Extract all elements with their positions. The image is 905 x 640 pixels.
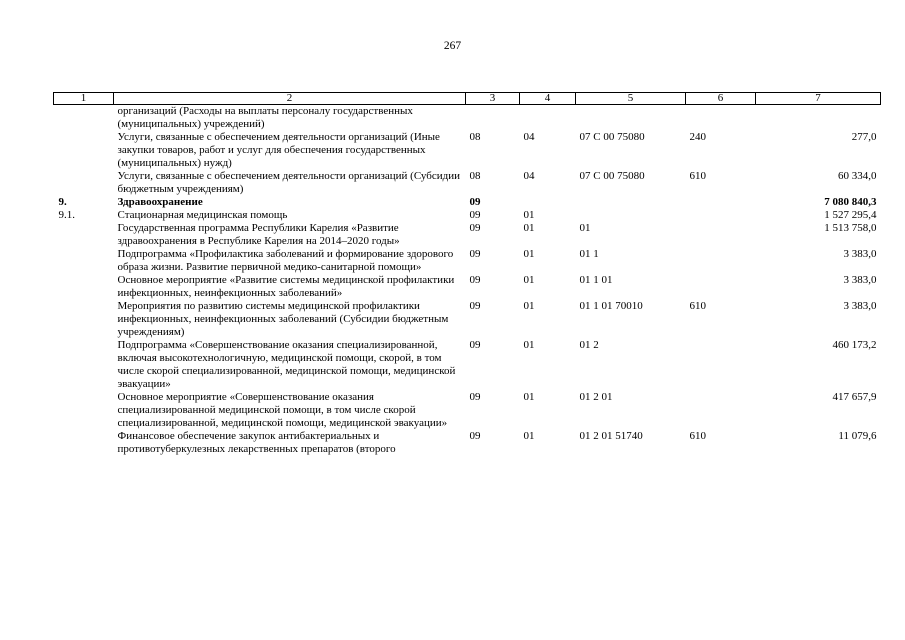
row-expense-type — [686, 222, 756, 248]
row-target-article — [576, 196, 686, 209]
row-amount: 1 527 295,4 — [824, 209, 877, 221]
row-amount: 417 657,9 — [832, 391, 877, 403]
header-col-2: 2 — [114, 93, 466, 105]
row-amount: 460 173,2 — [832, 339, 877, 351]
row-subsection: 01 — [523, 339, 535, 351]
row-expense-type — [686, 391, 756, 430]
row-subsection: 01 — [523, 274, 535, 286]
row-expense-type — [686, 209, 756, 222]
table-row — [54, 170, 881, 196]
row-amount: 277,0 — [851, 131, 877, 143]
row-subsection — [520, 196, 576, 209]
row-target-article: 01 1 — [579, 248, 599, 260]
row-section: 09 — [469, 339, 481, 351]
row-target-article: 01 2 — [579, 339, 599, 351]
row-subsection: 04 — [523, 131, 535, 143]
row-number — [54, 248, 114, 274]
row-subsection — [520, 105, 576, 132]
row-name: Основное мероприятие «Развитие системы медицинской профилактики инфекционных, неинфекционных заболеваний» — [117, 274, 455, 299]
row-section: 08 — [469, 131, 481, 143]
table-row — [54, 391, 881, 430]
header-col-1: 1 — [54, 93, 114, 105]
row-section: 08 — [469, 170, 481, 182]
row-name: Государственная программа Республики Карелия «Развитие здравоохранения в Республике Карелия на 2014–2020 годы» — [117, 222, 400, 247]
row-expense-type — [686, 339, 756, 391]
row-number — [54, 430, 114, 456]
table-row — [54, 300, 881, 339]
table-row — [54, 131, 881, 170]
table-row — [54, 196, 881, 209]
row-expense-type — [686, 274, 756, 300]
row-number — [54, 339, 114, 391]
row-subsection: 01 — [523, 248, 535, 260]
row-name: Услуги, связанные с обеспечением деятельности организаций (Иные закупки товаров, работ и услуг для обеспечения государственных (муниципальных) нужд) — [117, 131, 440, 169]
row-number — [54, 300, 114, 339]
row-target-article: 07 С 00 75080 — [579, 131, 645, 143]
row-number — [54, 391, 114, 430]
row-section: 09 — [469, 209, 481, 221]
table-row — [54, 209, 881, 222]
row-amount: 1 513 758,0 — [824, 222, 877, 234]
row-target-article: 01 1 01 70010 — [579, 300, 643, 312]
table-row — [54, 248, 881, 274]
row-subsection: 01 — [523, 300, 535, 312]
row-number — [54, 170, 114, 196]
row-section: 09 — [469, 248, 481, 260]
row-target-article: 01 1 01 — [579, 274, 613, 286]
row-name: Подпрограмма «Совершенствование оказания специализированной, включая высокотехнологичную, медицинской помощи, скорой, в том числе скорой специализированной, медицинской помощи, медицинской эвакуации» — [117, 339, 456, 390]
row-amount — [756, 105, 881, 132]
header-col-4: 4 — [520, 93, 576, 105]
row-subsection: 04 — [523, 170, 535, 182]
row-amount: 60 334,0 — [838, 170, 877, 182]
row-expense-type: 610 — [689, 430, 706, 442]
row-number: 9.1. — [58, 209, 75, 221]
row-target-article — [576, 209, 686, 222]
row-name: организаций (Расходы на выплаты персоналу государственных (муниципальных) учреждений) — [117, 105, 413, 130]
table-row — [54, 105, 881, 132]
row-name: Мероприятия по развитию системы медицинской профилактики инфекционных, неинфекционных заболеваний (Субсидии бюджетным учреждениям) — [117, 300, 449, 338]
table-row — [54, 430, 881, 456]
row-expense-type: 240 — [689, 131, 706, 143]
header-col-5: 5 — [576, 93, 686, 105]
row-expense-type — [686, 248, 756, 274]
page-number: 267 — [443, 40, 462, 52]
row-section: 09 — [469, 391, 481, 403]
row-expense-type: 610 — [689, 300, 706, 312]
table-row — [54, 339, 881, 391]
row-amount: 3 383,0 — [843, 248, 877, 260]
row-expense-type — [686, 196, 756, 209]
row-name: Здравоохранение — [117, 196, 203, 208]
row-name: Финансовое обеспечение закупок антибактериальных и противотуберкулезных лекарственных препаратов (второго — [117, 430, 396, 455]
row-section: 09 — [469, 274, 481, 286]
row-subsection: 01 — [523, 430, 535, 442]
row-name: Основное мероприятие «Совершенствование оказания специализированной медицинской помощи, в том числе скорой специализированной, медицинской помощи, медицинской эвакуации» — [117, 391, 448, 429]
row-name: Стационарная медицинская помощь — [117, 209, 288, 221]
row-name: Услуги, связанные с обеспечением деятельности организаций (Субсидии бюджетным учреждениям) — [117, 170, 460, 195]
row-amount: 7 080 840,3 — [824, 196, 877, 208]
row-number — [54, 274, 114, 300]
row-amount: 11 079,6 — [838, 430, 877, 442]
row-section: 09 — [469, 196, 481, 208]
row-section: 09 — [469, 222, 481, 234]
header-row — [54, 93, 881, 105]
row-number — [54, 131, 114, 170]
row-section: 09 — [469, 300, 481, 312]
row-subsection: 01 — [523, 222, 535, 234]
table-row — [54, 274, 881, 300]
row-expense-type: 610 — [689, 170, 706, 182]
table-row — [54, 222, 881, 248]
budget-table — [53, 92, 881, 456]
row-name: Подпрограмма «Профилактика заболеваний и формирование здорового образа жизни. Развитие первичной медико-санитарной помощи» — [117, 248, 454, 273]
row-number — [54, 105, 114, 132]
row-number — [54, 222, 114, 248]
row-expense-type — [686, 105, 756, 132]
row-target-article: 01 — [579, 222, 591, 234]
row-amount: 3 383,0 — [843, 300, 877, 312]
row-target-article — [576, 105, 686, 132]
row-section — [466, 105, 520, 132]
row-target-article: 07 С 00 75080 — [579, 170, 645, 182]
row-target-article: 01 2 01 51740 — [579, 430, 643, 442]
header-col-7: 7 — [756, 93, 881, 105]
header-col-3: 3 — [466, 93, 520, 105]
row-subsection: 01 — [523, 391, 535, 403]
row-section: 09 — [469, 430, 481, 442]
row-subsection: 01 — [523, 209, 535, 221]
row-number: 9. — [58, 196, 67, 208]
header-col-6: 6 — [686, 93, 756, 105]
row-target-article: 01 2 01 — [579, 391, 613, 403]
row-amount: 3 383,0 — [843, 274, 877, 286]
